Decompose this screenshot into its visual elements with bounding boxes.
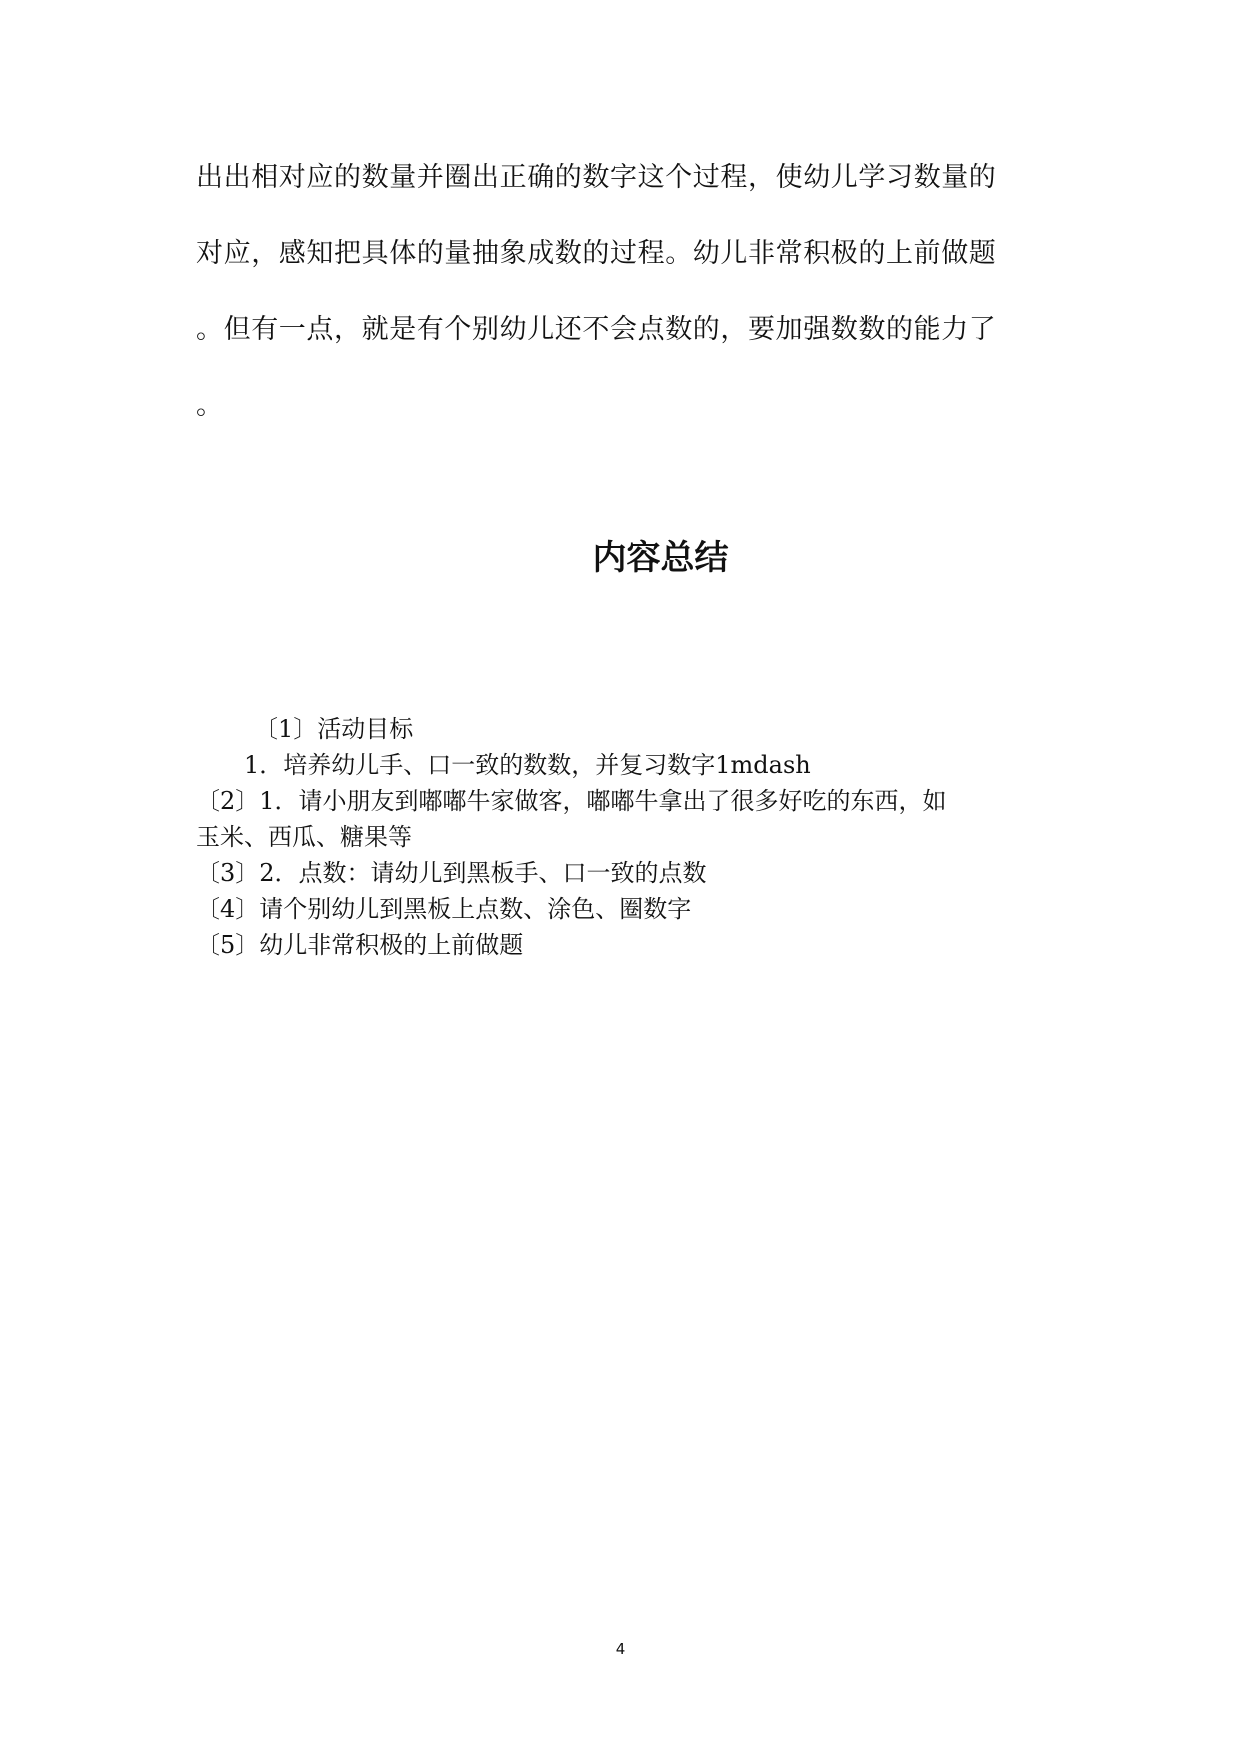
summary-heading: 内容总结 [592,538,729,578]
paragraph-line-2: 对应，感知把具体的量抽象成数的过程。幼儿非常积极的上前做题 [196,238,997,269]
page-number: 4 [615,1640,626,1658]
paragraph-line-1: 出出相对应的数量并圈出正确的数字这个过程，使幼儿学习数量的 [196,162,997,193]
paragraph-line-4: 。 [196,390,224,421]
summary-line-3: 〔2〕1．请小朋友到嘟嘟牛家做客，嘟嘟牛拿出了很多好吃的东西，如 [196,787,947,815]
summary-line-7: 〔5〕幼儿非常积极的上前做题 [196,931,524,959]
summary-line-5: 〔3〕2．点数：请幼儿到黑板手、口一致的点数 [196,859,707,887]
summary-line-2: 1．培养幼儿手、口一致的数数，并复习数字1mdash [244,751,811,779]
paragraph-line-3: 。但有一点，就是有个别幼儿还不会点数的，要加强数数的能力了 [196,314,997,345]
summary-line-4: 玉米、西瓜、糖果等 [196,823,412,851]
summary-line-6: 〔4〕请个别幼儿到黑板上点数、涂色、圈数字 [196,895,692,923]
summary-line-1: 〔1〕活动目标 [254,715,414,743]
